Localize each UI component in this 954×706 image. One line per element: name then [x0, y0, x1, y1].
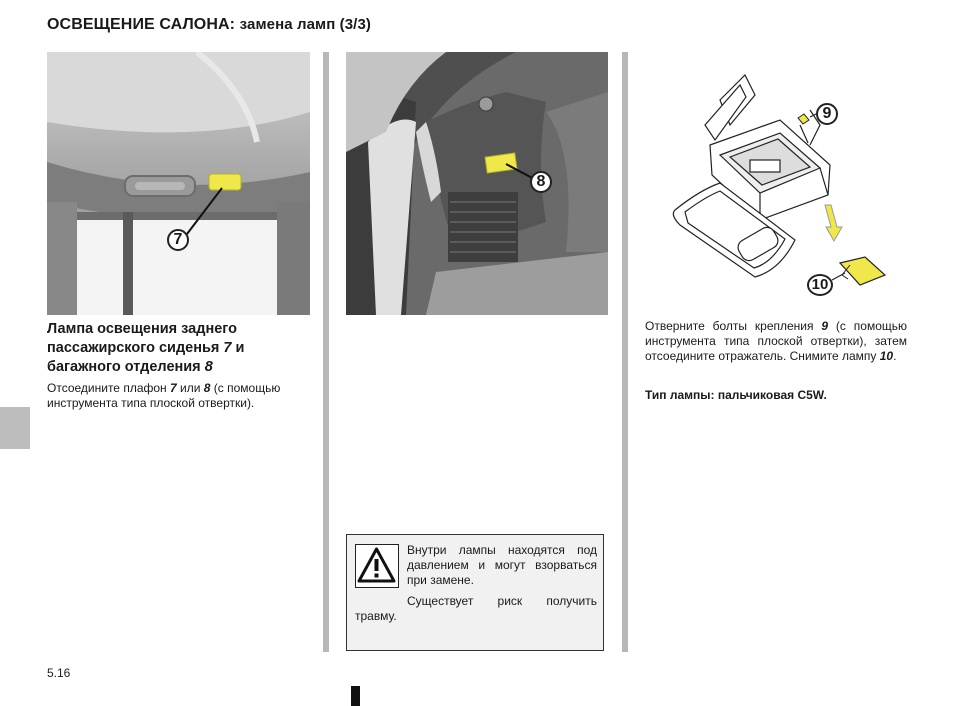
lamp-exploded-view	[660, 65, 910, 305]
photo-luggage-light	[346, 52, 608, 315]
right-ref-10: 10	[879, 349, 894, 363]
body-text-1: Отсоедините плафон	[47, 381, 170, 395]
warning-line-1: Внутри лампы находятся под давлением и могут взорваться при замене.	[407, 543, 597, 587]
heading-ref-7: 7	[223, 340, 232, 356]
photo-rear-ceiling-light	[47, 52, 310, 315]
callout-9: 9	[816, 103, 838, 125]
heading-ref-8: 8	[204, 359, 213, 375]
warning-text	[355, 543, 597, 624]
section-body-rear-light	[47, 381, 315, 411]
rear-ceiling-illustration	[47, 52, 310, 315]
right-ref-9: 9	[821, 319, 829, 333]
right-text-3: .	[893, 349, 897, 363]
body-ref-8: 8	[203, 381, 211, 395]
callout-8: 8	[530, 171, 552, 193]
luggage-illustration	[346, 52, 608, 315]
title-sub: замена ламп (3/3)	[239, 16, 371, 33]
section-body-bulb-removal	[645, 319, 907, 364]
callout-10: 10	[807, 274, 833, 296]
body-ref-7: 7	[170, 381, 177, 395]
page-title	[47, 16, 371, 34]
warning-box	[346, 534, 604, 651]
lamp-diagram	[660, 65, 910, 305]
body-text-2: или	[176, 381, 204, 395]
page-number: 5.16	[47, 666, 71, 680]
chapter-tab	[0, 407, 30, 449]
heading-text-2: и багажного отделения	[47, 340, 245, 375]
column-divider-1	[323, 52, 329, 652]
callout-7: 7	[167, 229, 189, 251]
right-text-2: (с помощью инструмента типа плоской отвертки), затем отсоедините отражатель. Снимите лампу	[645, 319, 907, 363]
column-divider-2	[622, 52, 628, 652]
right-text-1: Отверните болты крепления	[645, 319, 822, 333]
lamp-type: Тип лампы: пальчиковая C5W.	[645, 388, 827, 402]
title-main: ОСВЕЩЕНИЕ САЛОНА:	[47, 16, 236, 33]
section-heading-rear-light	[47, 320, 312, 377]
warning-line-2: Существует риск получить травму.	[355, 594, 597, 623]
body-text-3: (с помощью инструмента типа плоской отвертки).	[47, 381, 281, 410]
bottom-marker	[351, 686, 360, 706]
heading-text-1: Лампа освещения заднего пассажирского сиденья	[47, 321, 237, 356]
